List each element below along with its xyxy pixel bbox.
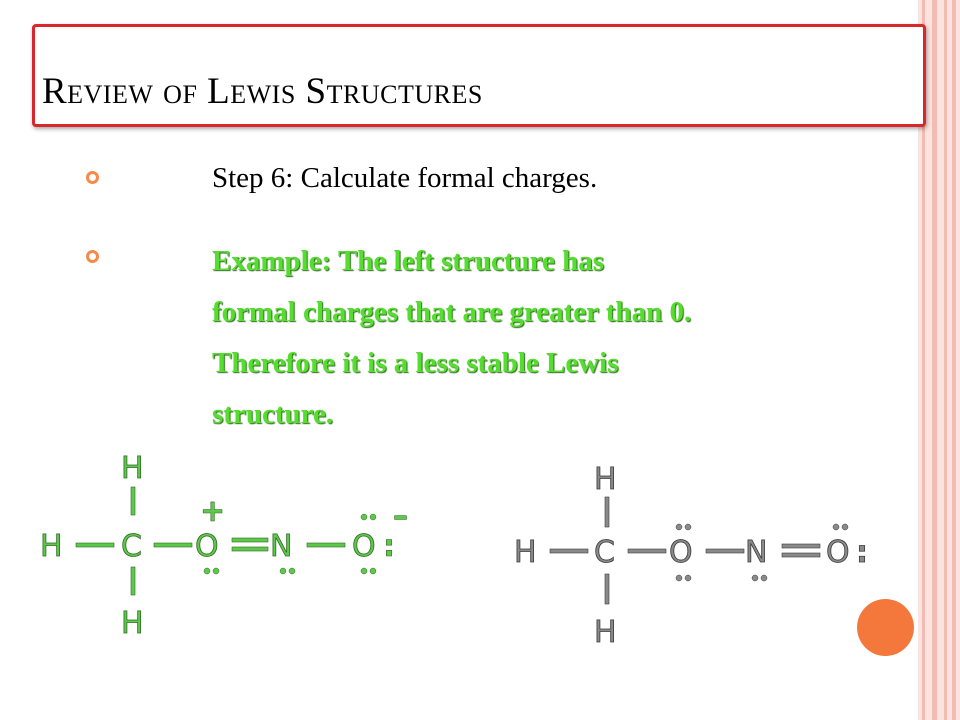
right-atom-n: N: [745, 535, 768, 570]
right-bond: [706, 549, 744, 553]
left-atom-h-left: H: [40, 529, 63, 564]
right-atom-h-left: H: [514, 535, 537, 570]
left-bond: [307, 543, 345, 547]
left-atom-h-top: H: [121, 451, 144, 486]
slide-title: Review of Lewis Structures: [42, 71, 483, 112]
left-atom-n: N: [270, 529, 293, 564]
right-bond: [628, 549, 666, 553]
left-o-colon: :: [383, 529, 395, 564]
right-atom-c: C: [594, 535, 615, 570]
right-bond: [550, 549, 588, 553]
right-atom-o-end: O: [826, 535, 850, 570]
left-bond: [154, 543, 192, 547]
right-double-bond: [782, 553, 820, 557]
left-atom-o: O: [195, 529, 219, 564]
left-plus-charge: +: [200, 494, 226, 529]
left-double-bond: [232, 547, 268, 551]
left-bond: [76, 543, 114, 547]
example-line: Example: The left structure has: [212, 245, 605, 277]
right-bond: [605, 574, 609, 604]
left-lewis-structure: [40, 451, 408, 641]
example-line: structure.: [212, 398, 334, 430]
left-double-bond: [232, 538, 268, 542]
example-line: Therefore it is a less stable Lewis: [212, 347, 619, 379]
right-o-colon: :: [856, 535, 868, 570]
right-n-lone-pair: [752, 575, 767, 581]
right-bond: [605, 497, 609, 527]
left-bond: [131, 487, 135, 515]
right-double-bond: [782, 544, 820, 548]
decorative-orange-circle: [857, 599, 914, 656]
right-lewis-structure: [514, 462, 868, 650]
left-atom-o-end: O: [352, 529, 376, 564]
right-atom-h-top: H: [594, 462, 617, 497]
bullet-step-text: Step 6: Calculate formal charges.: [212, 162, 598, 194]
left-minus-charge: –: [393, 499, 408, 534]
right-o-end-lone-pair: [833, 524, 848, 530]
example-line: formal charges that are greater than 0.: [212, 296, 692, 328]
right-atom-o: O: [669, 535, 693, 570]
left-o-lone-pair: [204, 568, 219, 574]
left-bond: [131, 567, 135, 595]
left-n-lone-pair: [280, 568, 295, 574]
left-atom-c: C: [121, 529, 142, 564]
left-atom-h-bottom: H: [121, 606, 144, 641]
right-atom-h-bottom: H: [594, 615, 617, 650]
